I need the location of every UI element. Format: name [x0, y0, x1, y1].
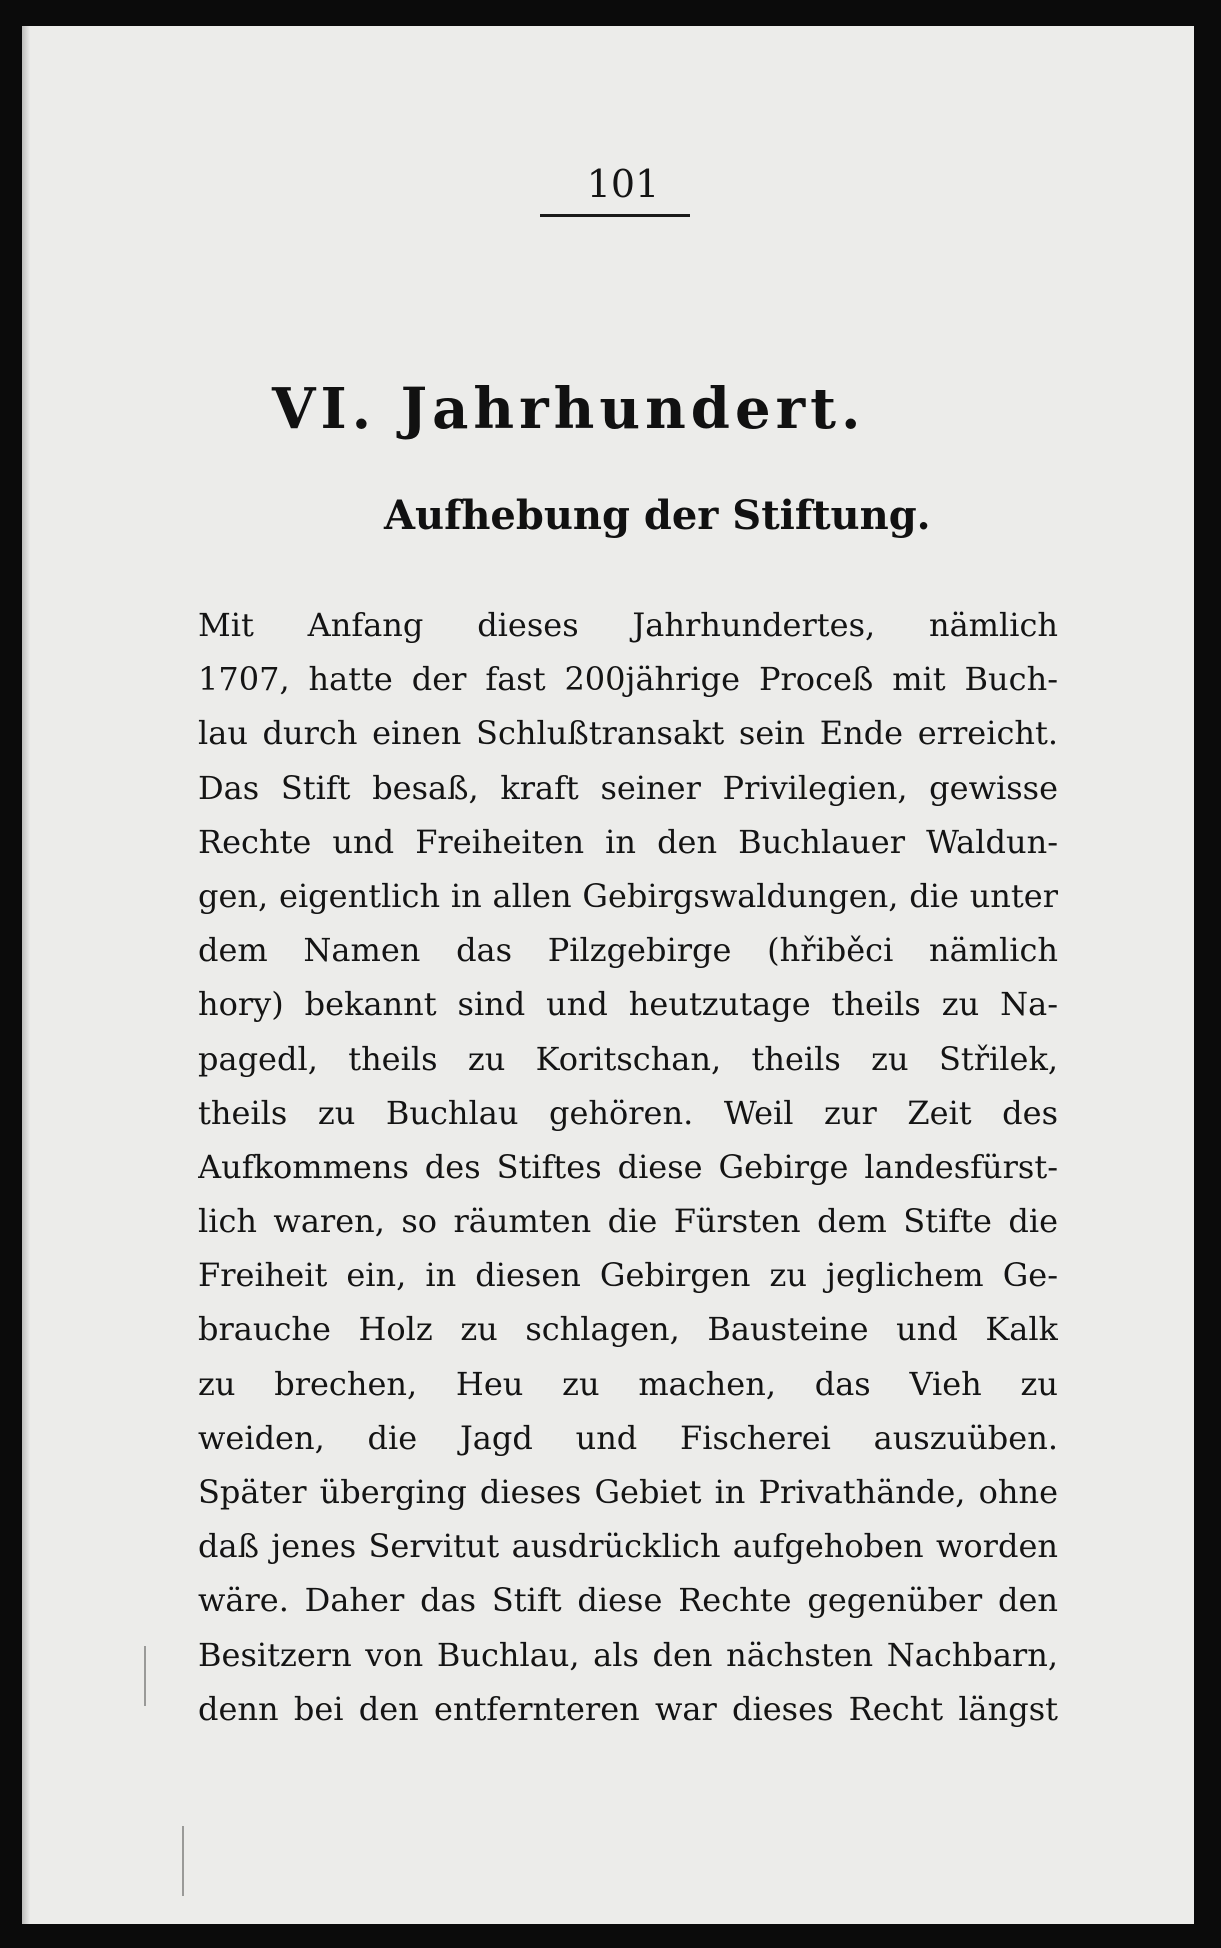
chapter-heading: VI. Jahrhundert.: [272, 376, 866, 442]
body-line: theils zu Buchlau gehören. Weil zur Zeit des: [198, 1093, 1058, 1132]
body-text: [198, 598, 1058, 1736]
body-line: gen, eigentlich in allen Gebirgswaldungen, die unter: [198, 876, 1058, 915]
section-heading: Aufhebung der Stiftung.: [384, 492, 931, 539]
body-line: pagedl, theils zu Koritschan, theils zu Střilek,: [198, 1039, 1058, 1078]
body-line: Besitzern von Buchlau, als den nächsten Nachbarn,: [198, 1635, 1058, 1674]
book-page: [22, 26, 1194, 1924]
body-line: Rechte und Freiheiten in den Buchlauer Waldun-: [198, 822, 1058, 861]
body-line: Aufkommens des Stiftes diese Gebirge landesfürst-: [198, 1147, 1058, 1186]
body-line: Mit Anfang dieses Jahrhundertes, nämlich: [198, 606, 1058, 644]
margin-mark: [144, 1646, 146, 1706]
page-number-rule: [540, 214, 690, 217]
body-line: zu brechen, Heu zu machen, das Vieh zu: [198, 1364, 1058, 1403]
body-line: Später überging dieses Gebiet in Privathände, ohne: [198, 1473, 1058, 1511]
margin-mark: [182, 1826, 184, 1896]
body-line: wäre. Daher das Stift diese Rechte gegenüber den: [198, 1581, 1058, 1620]
page-gutter-shadow: [22, 26, 30, 1924]
body-line: Das Stift besaß, kraft seiner Privilegien, gewisse: [198, 768, 1058, 807]
body-line: brauche Holz zu schlagen, Bausteine und Kalk: [198, 1310, 1058, 1349]
body-line: hory) bekannt sind und heutzutage theils zu Na-: [198, 985, 1058, 1024]
body-line: denn bei den entfernteren war dieses Recht längst: [198, 1689, 1058, 1728]
body-line: lau durch einen Schlußtransakt sein Ende erreicht.: [198, 714, 1058, 753]
page-number: 101: [586, 162, 660, 206]
body-line: lich waren, so räumten die Fürsten dem Stifte die: [198, 1202, 1058, 1241]
body-line: daß jenes Servitut ausdrücklich aufgehoben worden: [198, 1527, 1058, 1566]
body-line: Freiheit ein, in diesen Gebirgen zu jeglichem Ge-: [198, 1256, 1058, 1295]
body-line: weiden, die Jagd und Fischerei auszuüben.: [198, 1418, 1058, 1457]
body-line: 1707, hatte der fast 200jährige Proceß mit Buch-: [198, 660, 1058, 699]
body-line: dem Namen das Pilzgebirge (hřiběci nämlich: [198, 931, 1058, 970]
